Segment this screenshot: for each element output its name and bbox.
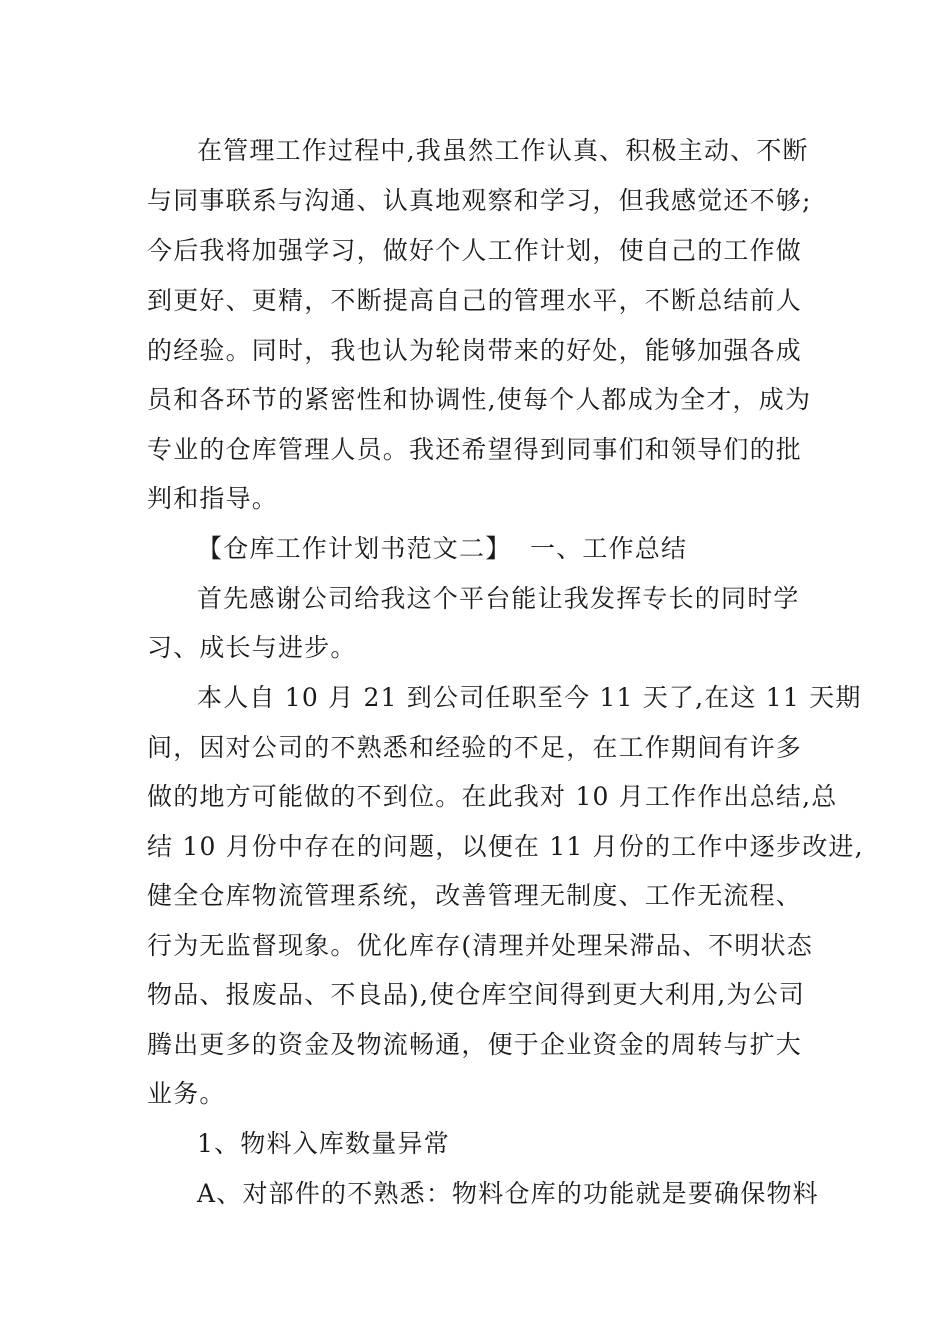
paragraph-1-line-7: 专业的仓库管理人员。我还希望得到同事们和领导们的批 <box>147 435 803 464</box>
paragraph-1-line-3: 今后我将加强学习，做好个人工作计划，使自己的工作做 <box>147 236 803 265</box>
paragraph-3-line-5: 健全仓库物流管理系统，改善管理无制度、工作无流程、 <box>147 881 803 910</box>
paragraph-3-line-7: 物品、报废品、不良品),使仓库空间得到更大利用,为公司 <box>147 980 806 1009</box>
section-heading-subtitle: 一、工作总结 <box>530 534 688 563</box>
paragraph-1-line-4: 到更好、更精，不断提高自己的管理水平，不断总结前人 <box>147 286 803 315</box>
paragraph-3-line-1: 本人自 10 月 21 到公司任职至今 11 天了,在这 11 天期 <box>197 683 862 712</box>
paragraph-3-line-9: 业务。 <box>147 1079 226 1108</box>
paragraph-3-line-2: 间，因对公司的不熟悉和经验的不足，在工作期间有许多 <box>147 733 803 762</box>
paragraph-2-line-2: 习、成长与进步。 <box>147 633 357 662</box>
section-heading-title: 【仓库工作计划书范文二】 <box>197 534 512 563</box>
paragraph-2-line-1: 首先感谢公司给我这个平台能让我发挥专长的同时学 <box>197 584 800 613</box>
paragraph-3-line-4: 结 10 月份中存在的问题，以便在 11 月份的工作中逐步改进, <box>147 832 864 861</box>
list-item-a-line-1: A、对部件的不熟悉：物料仓库的功能就是要确保物料 <box>197 1179 819 1208</box>
paragraph-3-line-8: 腾出更多的资金及物流畅通，便于企业资金的周转与扩大 <box>147 1030 803 1059</box>
paragraph-3-line-3: 做的地方可能做的不到位。在此我对 10 月工作作出总结,总 <box>147 782 838 811</box>
paragraph-1-line-8: 判和指导。 <box>147 484 279 513</box>
paragraph-1-line-2: 与同事联系与沟通、认真地观察和学习，但我感觉还不够; <box>147 186 812 215</box>
paragraph-1-line-1: 在管理工作过程中,我虽然工作认真、积极主动、不断 <box>197 136 809 165</box>
list-item-1-title: 1、物料入库数量异常 <box>197 1129 450 1158</box>
paragraph-3-line-6: 行为无监督现象。优化库存(清理并处理呆滞品、不明状态 <box>147 931 813 960</box>
paragraph-1-line-5: 的经验。同时，我也认为轮岗带来的好处，能够加强各成 <box>147 336 803 365</box>
paragraph-1-line-6: 员和各环节的紧密性和协调性,使每个人都成为全才，成为 <box>147 385 812 414</box>
